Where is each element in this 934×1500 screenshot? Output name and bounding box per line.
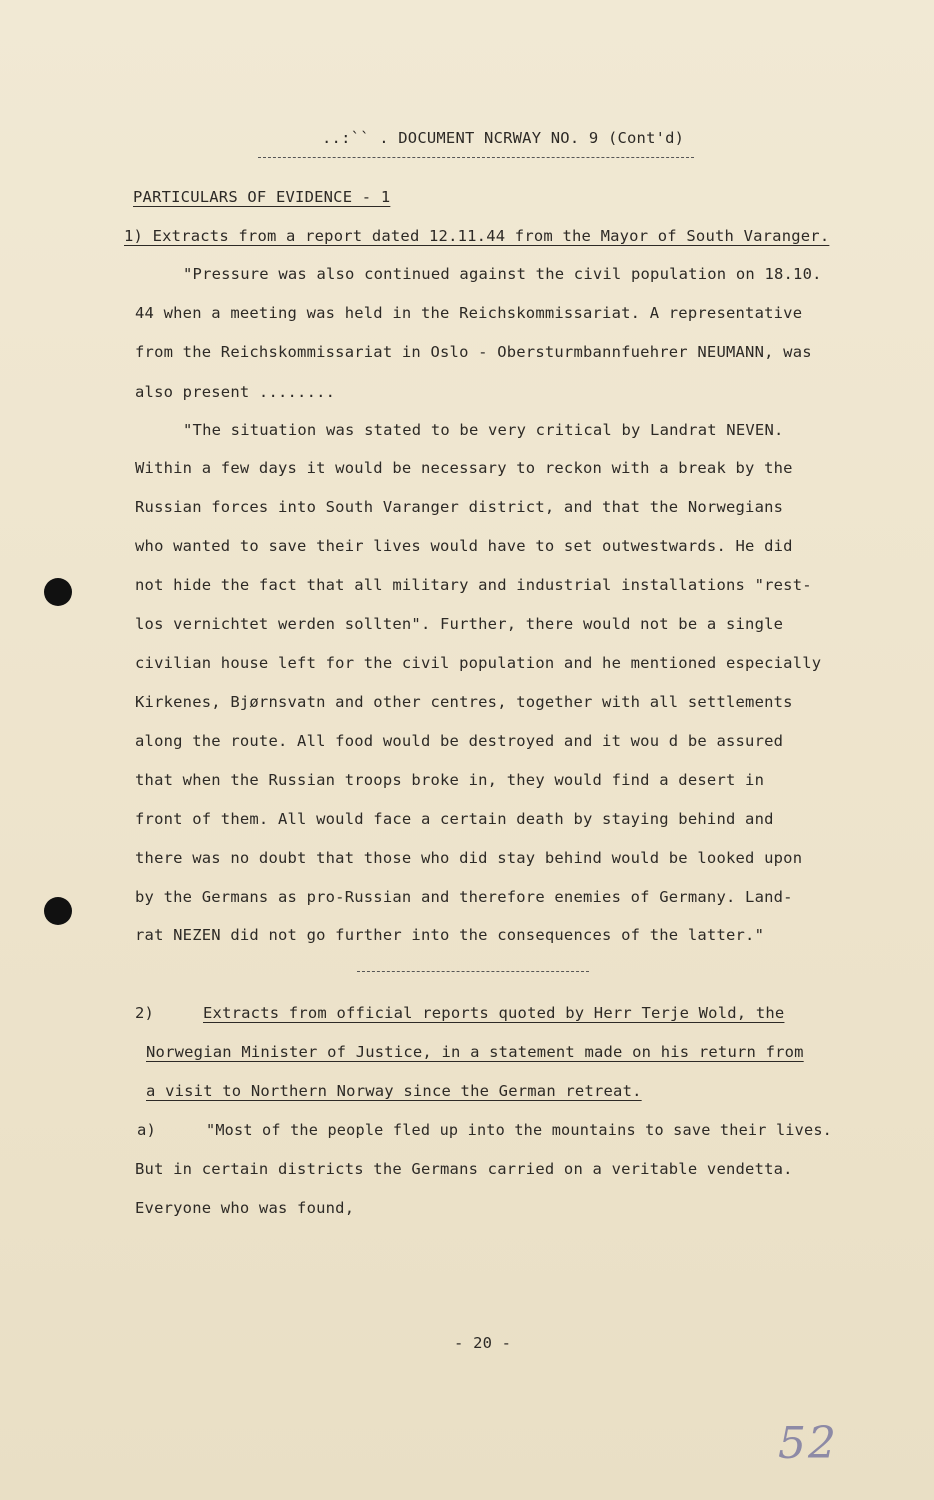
body-line: "The situation was stated to be very critical by Landrat NEVEN. [183,421,784,439]
body-line: from the Reichskommissariat in Oslo - Obersturmbannfuehrer NEUMANN, was [135,343,812,361]
body-line: "Pressure was also continued against the civil population on 18.10. [183,265,822,283]
body-line: Within a few days it would be necessary to reckon with a break by the [135,459,793,477]
body-line: not hide the fact that all military and industrial installations "rest- [135,576,812,594]
body-line: But in certain districts the Germans carried on a veritable vendetta. [135,1160,793,1178]
item-2-heading: Norwegian Minister of Justice, in a statement made on his return from [146,1043,804,1061]
body-line: "Most of the people fled up into the mountains to save their lives. [206,1121,833,1139]
handwritten-folio-number: 52 [778,1418,838,1469]
section-divider [357,971,589,972]
body-line: rat NEZEN did not go further into the consequences of the latter." [135,926,765,944]
body-line: by the Germans as pro-Russian and therefore enemies of Germany. Land- [135,888,793,906]
item-2-number: 2) [135,1004,155,1022]
body-line: there was no doubt that those who did stay behind would be looked upon [135,849,803,867]
punch-hole [44,578,72,606]
body-line: front of them. All would face a certain death by staying behind and [135,810,774,828]
item-2-heading: Extracts from official reports quoted by Herr Terje Wold, the [203,1004,785,1022]
item-1-heading: 1) Extracts from a report dated 12.11.44 from the Mayor of South Varanger. [124,227,830,245]
body-line: 44 when a meeting was held in the Reichskommissariat. A representative [135,304,803,322]
body-line: along the route. All food would be destroyed and it wou d be assured [135,732,784,750]
document-title: ..:`` . DOCUMENT NCRWAY NO. 9 (Cont'd) [322,129,685,147]
punch-hole [44,897,72,925]
body-line: civilian house left for the civil population and he mentioned especially [135,654,822,672]
body-line: los vernichtet werden sollten". Further, there would not be a single [135,615,784,633]
body-line: also present ........ [135,383,336,401]
sub-item-label: a) [137,1121,157,1139]
body-line: Russian forces into South Varanger district, and that the Norwegians [135,498,784,516]
section-heading: PARTICULARS OF EVIDENCE - 1 [133,188,391,206]
body-line: that when the Russian troops broke in, they would find a desert in [135,771,765,789]
item-2-heading: a visit to Northern Norway since the German retreat. [146,1082,642,1100]
body-line: Everyone who was found, [135,1199,355,1217]
body-line: Kirkenes, Bjørnsvatn and other centres, together with all settlements [135,693,793,711]
body-line: who wanted to save their lives would have to set outwestwards. He did [135,537,793,555]
page-number: - 20 - [454,1334,512,1352]
title-rule [258,157,694,158]
